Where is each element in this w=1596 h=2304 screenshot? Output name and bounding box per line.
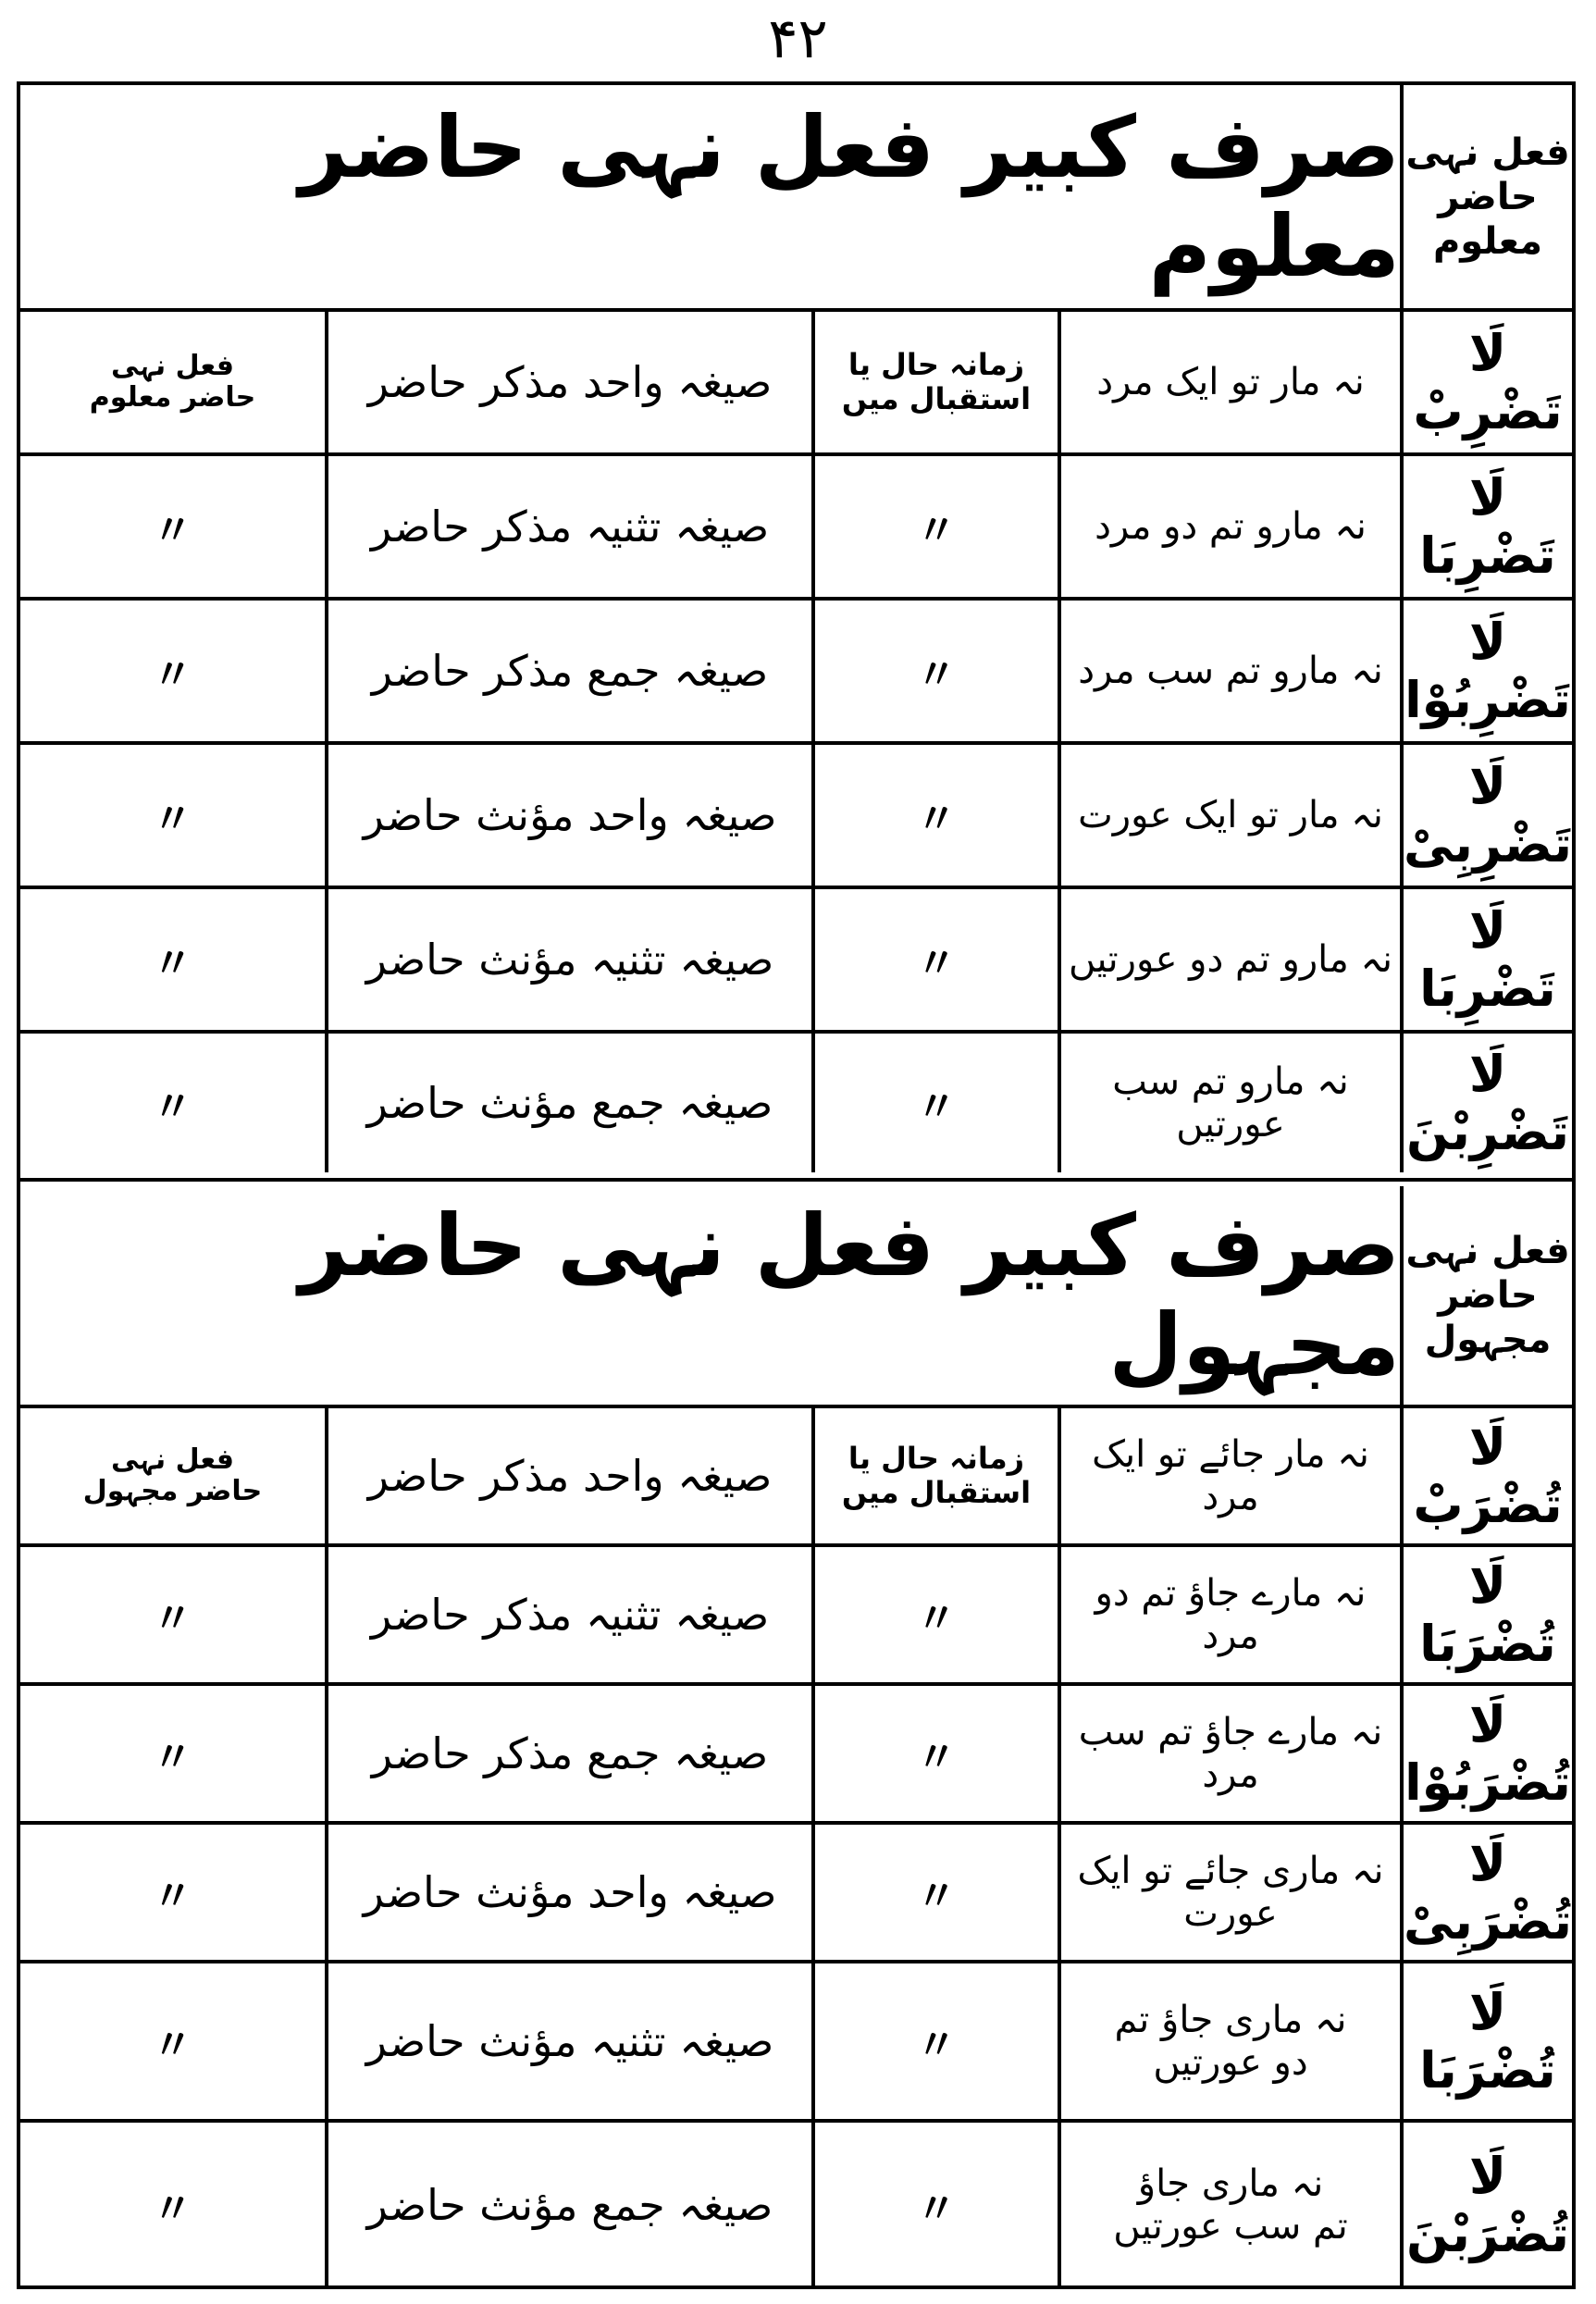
- time-ditto: 〃: [811, 2123, 1058, 2287]
- verb-cell: لَا تُضْرَبُوْا: [1400, 1686, 1572, 1821]
- form-cell: صیغہ واحد مؤنث حاضر: [325, 745, 811, 886]
- side-label-line: حاضر معلوم: [1432, 175, 1543, 263]
- side-label-line: فعل نہی: [1405, 130, 1570, 174]
- time-ditto: 〃: [811, 1825, 1058, 1960]
- meaning-cell: نہ مارے جاؤ تم سب مرد: [1058, 1686, 1400, 1821]
- form-cell: صیغہ واحد مذکر حاضر: [325, 1408, 811, 1543]
- time-ditto: 〃: [811, 1034, 1058, 1172]
- type-ditto: 〃: [152, 940, 193, 987]
- meaning-cell: نہ ماری جاؤ تم سب عورتیں: [1058, 2123, 1400, 2287]
- meaning-cell: نہ ماری جاؤ تم دو عورتیں: [1058, 1963, 1400, 2119]
- meaning-cell: نہ مار جائے تو ایک مرد: [1058, 1408, 1400, 1543]
- verb-cell: لَا تَضْرِبَا: [1400, 889, 1572, 1030]
- meaning-cell: نہ مارو تم سب عورتیں: [1058, 1034, 1400, 1172]
- page-number: ۴۲: [768, 6, 828, 71]
- type-ditto: 〃: [152, 1734, 193, 1781]
- verb-cell: لَا تُضْرَبْنَ: [1400, 2123, 1572, 2287]
- form-cell: صیغہ جمع مذکر حاضر: [325, 601, 811, 741]
- type-ditto: 〃: [152, 796, 193, 843]
- table-row: [20, 1034, 1572, 1172]
- table-row: [20, 601, 1572, 745]
- form-cell: صیغہ جمع مؤنث حاضر: [325, 2123, 811, 2287]
- type-ditto: 〃: [152, 1084, 193, 1131]
- type-ditto: 〃: [152, 507, 193, 554]
- section-title: صرف کبیر فعل نہی حاضر مجہول: [299, 1196, 1400, 1394]
- type-ditto: 〃: [152, 651, 193, 699]
- side-label-line: فعل نہی: [1405, 1230, 1570, 1272]
- conjugation-table-frame: [17, 81, 1576, 2289]
- type-ditto: 〃: [152, 1873, 193, 1920]
- table-row: [20, 1686, 1572, 1825]
- table-row: [20, 1547, 1572, 1686]
- form-cell: صیغہ تثنیہ مؤنث حاضر: [325, 1963, 811, 2119]
- side-label-line: حاضر مجہول: [1424, 1274, 1552, 1361]
- time-ditto: 〃: [811, 1686, 1058, 1821]
- verb-cell: لَا تَضْرِبَا: [1400, 456, 1572, 597]
- form-cell: صیغہ جمع مؤنث حاضر: [325, 1034, 811, 1172]
- meaning-cell: نہ مار تو ایک عورت: [1058, 745, 1400, 886]
- meaning-cell: نہ مارو تم دو مرد: [1058, 456, 1400, 597]
- section-side-label: [1400, 85, 1572, 308]
- conjugation-grid: [20, 1408, 1572, 2287]
- table-row: [20, 889, 1572, 1034]
- form-cell: صیغہ تثنیہ مذکر حاضر: [325, 456, 811, 597]
- table-row: [20, 1825, 1572, 1963]
- type-ditto: 〃: [152, 2022, 193, 2069]
- form-cell: صیغہ تثنیہ مؤنث حاضر: [325, 889, 811, 1030]
- type-ditto: 〃: [152, 2186, 193, 2233]
- form-cell: صیغہ جمع مذکر حاضر: [325, 1686, 811, 1821]
- meaning-cell: نہ مارے جاؤ تم دو مرد: [1058, 1547, 1400, 1682]
- verb-cell: لَا تَضْرِبْنَ: [1400, 1034, 1572, 1172]
- time-ditto: 〃: [811, 601, 1058, 741]
- conjugation-grid: [20, 312, 1572, 1233]
- meaning-cell: نہ مارو تم سب مرد: [1058, 601, 1400, 741]
- section-title: صرف کبیر فعل نہی حاضر معلوم: [299, 97, 1400, 296]
- meaning-cell: نہ مارو تم دو عورتیں: [1058, 889, 1400, 1030]
- table-row: [20, 1408, 1572, 1547]
- time-ditto: 〃: [811, 1547, 1058, 1682]
- meaning-cell: نہ ماری جائے تو ایک عورت: [1058, 1825, 1400, 1960]
- form-cell: صیغہ واحد مذکر حاضر: [325, 312, 811, 452]
- time-cell: زمانہ حال یا استقبال میں: [811, 312, 1058, 452]
- verb-cell: لَا تُضْرَبَا: [1400, 1547, 1572, 1682]
- time-ditto: 〃: [811, 456, 1058, 597]
- verb-cell: لَا تَضْرِبُوْا: [1400, 601, 1572, 741]
- verb-cell: لَا تُضْرَبِیْ: [1400, 1825, 1572, 1960]
- table-row: [20, 456, 1572, 601]
- form-cell: صیغہ تثنیہ مذکر حاضر: [325, 1547, 811, 1682]
- table-row: [20, 2123, 1572, 2287]
- type-cell: فعل نہی حاضر مجہول: [82, 1443, 263, 1507]
- type-cell: فعل نہی حاضر معلوم: [89, 349, 256, 414]
- type-ditto: 〃: [152, 1595, 193, 1642]
- verb-cell: لَا تَضْرِبِیْ: [1400, 745, 1572, 886]
- section-title-row: [20, 1186, 1572, 1408]
- time-ditto: 〃: [811, 1963, 1058, 2119]
- form-cell: صیغہ واحد مؤنث حاضر: [325, 1825, 811, 1960]
- table-row: [20, 1963, 1572, 2123]
- time-cell: زمانہ حال یا استقبال میں: [811, 1408, 1058, 1543]
- table-row: [20, 312, 1572, 456]
- section-side-label: [1400, 1186, 1572, 1405]
- section-divider: [20, 1172, 1572, 1182]
- meaning-cell: نہ مار تو ایک مرد: [1058, 312, 1400, 452]
- table-row: [20, 745, 1572, 889]
- verb-cell: لَا تُضْرَبْ: [1400, 1408, 1572, 1543]
- verb-cell: لَا تُضْرَبَا: [1400, 1963, 1572, 2119]
- verb-cell: لَا تَضْرِبْ: [1400, 312, 1572, 452]
- time-ditto: 〃: [811, 889, 1058, 1030]
- time-ditto: 〃: [811, 745, 1058, 886]
- section-title-row: [20, 85, 1572, 312]
